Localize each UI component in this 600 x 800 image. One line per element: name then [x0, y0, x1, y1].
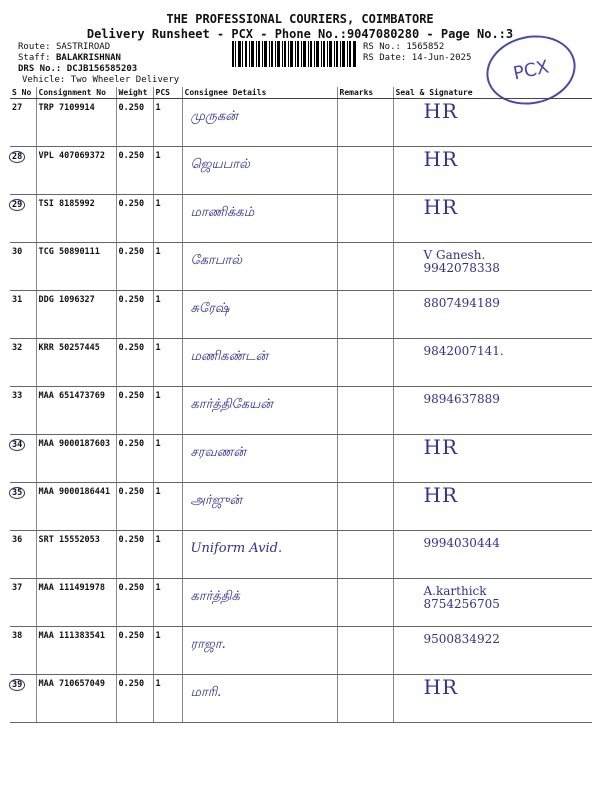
- pcs-cell: 1: [153, 675, 182, 723]
- sno-cell: 37: [10, 579, 36, 627]
- signature-main: HR: [423, 99, 458, 123]
- weight-cell: 0.250: [116, 531, 153, 579]
- table-row: [10, 339, 592, 387]
- signature-cell: [393, 435, 592, 483]
- drs-line: DRS No.: DCJB156585203: [18, 64, 138, 74]
- sno-cell: 33: [10, 387, 36, 435]
- staff-line: Staff: BALAKRISHNAN: [18, 53, 121, 63]
- weight-cell: 0.250: [116, 675, 153, 723]
- weight-cell: 0.250: [116, 579, 153, 627]
- sno-cell: 27: [10, 99, 36, 147]
- remarks-cell: [337, 483, 393, 531]
- col-header-sno: S No: [10, 87, 36, 99]
- pcs-cell: 1: [153, 483, 182, 531]
- weight-cell: 0.250: [116, 99, 153, 147]
- table-row: [10, 435, 592, 483]
- remarks-cell: [337, 435, 393, 483]
- signature-note: V Ganesh.: [423, 248, 486, 262]
- pcs-cell: 1: [153, 147, 182, 195]
- rs-no-value: 1565852: [406, 42, 445, 52]
- signature-note: A.karthick: [423, 584, 487, 598]
- consignment-cell: MAA 9000186441: [36, 483, 116, 531]
- signature-cell: [393, 531, 592, 579]
- weight-cell: 0.250: [116, 387, 153, 435]
- consignment-cell: SRT 15552053: [36, 531, 116, 579]
- pcs-cell: 1: [153, 531, 182, 579]
- table-row: [10, 579, 592, 627]
- signature-cell: [393, 339, 592, 387]
- col-header-weight: Weight: [116, 87, 153, 99]
- sno-cell: 29: [10, 195, 36, 243]
- pcs-cell: 1: [153, 339, 182, 387]
- pcs-cell: 1: [153, 195, 182, 243]
- table-row: [10, 531, 592, 579]
- route-line: Route: SASTRIROAD: [18, 42, 111, 52]
- consignment-cell: MAA 9000187603: [36, 435, 116, 483]
- weight-cell: 0.250: [116, 627, 153, 675]
- signature-cell: [393, 99, 592, 147]
- consignee-cell: மாணிக்கம்: [182, 195, 337, 243]
- rs-date-line: RS Date: 14-Jun-2025: [363, 53, 472, 63]
- consignee-cell: கோபால்: [182, 243, 337, 291]
- weight-cell: 0.250: [116, 195, 153, 243]
- signature-cell: [393, 627, 592, 675]
- consignment-cell: MAA 111383541: [36, 627, 116, 675]
- table-row: [10, 99, 592, 147]
- consignment-cell: MAA 111491978: [36, 579, 116, 627]
- weight-cell: 0.250: [116, 339, 153, 387]
- col-header-consignment: Consignment No: [36, 87, 116, 99]
- pcs-cell: 1: [153, 291, 182, 339]
- signature-cell: [393, 147, 592, 195]
- table-row: [10, 675, 592, 723]
- staff-value: BALAKRISHNAN: [55, 53, 121, 63]
- table-row: [10, 291, 592, 339]
- signature-main: 8807494189: [423, 296, 500, 310]
- table-header-row: [10, 87, 592, 99]
- consignee-cell: ஜெயபால்: [182, 147, 337, 195]
- company-name: THE PROFESSIONAL COURIERS, COIMBATORE: [166, 12, 434, 26]
- pcx-stamp: PCX: [480, 27, 582, 112]
- signature-main: 9842007141.: [423, 344, 504, 358]
- signature-main: 8754256705: [423, 597, 500, 611]
- signature-cell: [393, 675, 592, 723]
- runsheet-table: [10, 87, 592, 723]
- consignment-cell: MAA 710657049: [36, 675, 116, 723]
- weight-cell: 0.250: [116, 147, 153, 195]
- signature-main: 9942078338: [423, 261, 500, 275]
- sno-cell: 32: [10, 339, 36, 387]
- rs-no-line: RS No.: 1565852: [363, 42, 445, 52]
- signature-cell: [393, 291, 592, 339]
- vehicle-value: Two Wheeler Delivery: [70, 75, 180, 85]
- remarks-cell: [337, 627, 393, 675]
- signature-main: HR: [423, 147, 458, 171]
- remarks-cell: [337, 387, 393, 435]
- consignee-cell: கார்த்திகேயன்: [182, 387, 337, 435]
- consignee-cell: சுரேஷ்: [182, 291, 337, 339]
- remarks-cell: [337, 243, 393, 291]
- table-row: [10, 483, 592, 531]
- consignee-cell: முருகன்: [182, 99, 337, 147]
- weight-cell: 0.250: [116, 435, 153, 483]
- consignee-cell: கார்த்திக்: [182, 579, 337, 627]
- sno-cell: 36: [10, 531, 36, 579]
- sno-cell: 35: [10, 483, 36, 531]
- consignee-cell: Uniform Avid.: [182, 531, 337, 579]
- sno-cell: 30: [10, 243, 36, 291]
- pcs-cell: 1: [153, 243, 182, 291]
- sno-cell: 28: [10, 147, 36, 195]
- remarks-cell: [337, 675, 393, 723]
- sno-cell: 34: [10, 435, 36, 483]
- signature-main: 9994030444: [423, 536, 500, 550]
- signature-main: HR: [423, 435, 458, 459]
- consignment-cell: DDG 1096327: [36, 291, 116, 339]
- table-row: [10, 147, 592, 195]
- consignment-cell: TSI 8185992: [36, 195, 116, 243]
- drs-value: DCJB156585203: [66, 64, 138, 74]
- pcs-cell: 1: [153, 435, 182, 483]
- table-row: [10, 243, 592, 291]
- signature-main: HR: [423, 195, 458, 219]
- remarks-cell: [337, 147, 393, 195]
- consignment-cell: TCG 50890111: [36, 243, 116, 291]
- sno-cell: 38: [10, 627, 36, 675]
- weight-cell: 0.250: [116, 483, 153, 531]
- col-header-remarks: Remarks: [337, 87, 393, 99]
- col-header-signature: Seal & Signature: [393, 87, 592, 99]
- remarks-cell: [337, 291, 393, 339]
- remarks-cell: [337, 99, 393, 147]
- consignment-cell: TRP 7109914: [36, 99, 116, 147]
- table-row: [10, 627, 592, 675]
- sno-cell: 39: [10, 675, 36, 723]
- signature-main: 9500834922: [423, 632, 500, 646]
- pcs-cell: 1: [153, 99, 182, 147]
- consignee-cell: சரவணன்: [182, 435, 337, 483]
- pcs-cell: 1: [153, 627, 182, 675]
- pcs-cell: 1: [153, 579, 182, 627]
- vehicle-line: Vehicle: Two Wheeler Delivery: [22, 75, 180, 85]
- weight-cell: 0.250: [116, 243, 153, 291]
- signature-main: 9894637889: [423, 392, 500, 406]
- signature-cell: [393, 387, 592, 435]
- signature-main: HR: [423, 483, 458, 507]
- rs-date-value: 14-Jun-2025: [411, 53, 472, 63]
- consignment-cell: VPL 407069372: [36, 147, 116, 195]
- col-header-consignee: Consignee Details: [182, 87, 337, 99]
- signature-cell: [393, 195, 592, 243]
- sno-cell: 31: [10, 291, 36, 339]
- signature-cell: [393, 243, 592, 291]
- table-row: [10, 387, 592, 435]
- pcs-cell: 1: [153, 387, 182, 435]
- col-header-pcs: PCS: [153, 87, 182, 99]
- remarks-cell: [337, 339, 393, 387]
- signature-cell: [393, 579, 592, 627]
- table-row: [10, 195, 592, 243]
- consignee-cell: மணிகண்டன்: [182, 339, 337, 387]
- remarks-cell: [337, 195, 393, 243]
- consignment-cell: KRR 50257445: [36, 339, 116, 387]
- consignment-cell: MAA 651473769: [36, 387, 116, 435]
- consignee-cell: மாரி.: [182, 675, 337, 723]
- signature-cell: [393, 483, 592, 531]
- remarks-cell: [337, 531, 393, 579]
- barcode-image: [232, 41, 356, 67]
- consignee-cell: ராஜா.: [182, 627, 337, 675]
- route-value: SASTRIROAD: [55, 42, 111, 52]
- signature-main: HR: [423, 675, 458, 699]
- runsheet-subtitle: Delivery Runsheet - PCX - Phone No.:9047080280 - Page No.:3: [86, 27, 514, 41]
- weight-cell: 0.250: [116, 291, 153, 339]
- consignee-cell: அர்ஜுன்: [182, 483, 337, 531]
- remarks-cell: [337, 579, 393, 627]
